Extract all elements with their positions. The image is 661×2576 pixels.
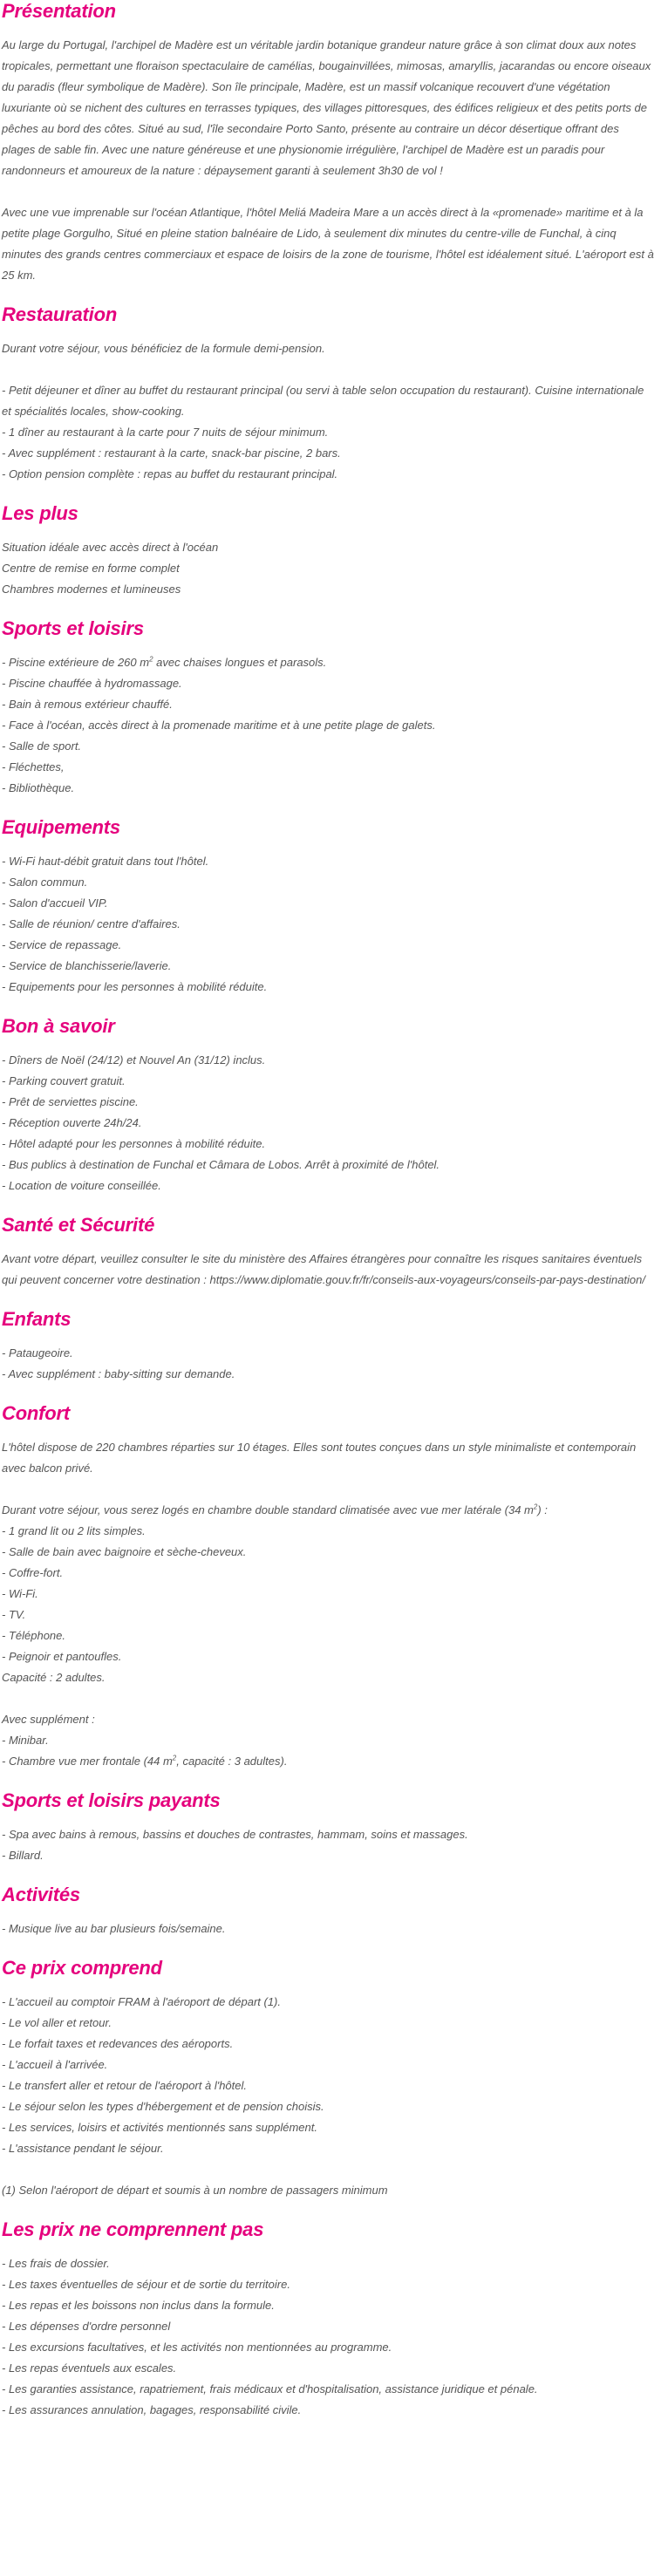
- paragraph: Au large du Portugal, l'archipel de Madère est un véritable jardin botanique grandeur nature grâce à son climat doux aux notes tropicales, permettant une floraison spectaculaire de camélias, bougainvillées, mimosas, amaryllis, jacarandas ou encore oiseaux du paradis (fleur symbolique de Madère). Son île principale, Madère, est un massif volcanique recouvert d'une végétation luxuriante où se nichent des cultures en terrasses typiques, des villages pittoresques, des édifices religieux et des petits ports de pêches au bord des côtes. Situé au sud, l'île secondaire Porto Santo, présente au contraire un décor désertique offrant des plages de sable fin. Avec une nature généreuse et une physionomie irrégulière, l'archipel de Madère est un paradis pour randonneurs et amoureux de la nature : dépaysement garanti à seulement 3h30 de vol !: [2, 38, 651, 177]
- text-line: - Wi-Fi.: [2, 1587, 38, 1600]
- paragraph-spacer: [2, 2159, 654, 2180]
- text-line: Avec supplément :: [2, 1713, 95, 1726]
- text-line: [2, 1500, 654, 1521]
- text-line: - Peignoir et pantoufles.: [2, 1650, 122, 1663]
- text-line: - Salle de sport.: [2, 739, 82, 753]
- text-line: - Pataugeoire.: [2, 1346, 73, 1360]
- section-title: Santé et Sécurité: [2, 1214, 155, 1236]
- text-fragment: avec chaises longues et parasols.: [153, 656, 327, 669]
- text-line: - Salle de réunion/ centre d'affaires.: [2, 917, 181, 930]
- text-line: - Location de voiture conseillée.: [2, 1179, 161, 1192]
- section-title: Les prix ne comprennent pas: [2, 2218, 264, 2240]
- text-line: - Service de repassage.: [2, 938, 122, 951]
- section-title: Bon à savoir: [2, 1015, 115, 1037]
- text-line: - Les services, loisirs et activités mentionnés sans supplément.: [2, 2121, 317, 2134]
- text-line: - Coffre-fort.: [2, 1566, 64, 1579]
- text-line: [2, 652, 654, 673]
- text-line: [2, 1751, 654, 1772]
- paragraph-spacer: [2, 1688, 654, 1709]
- section-title: Présentation: [2, 0, 116, 22]
- text-line: - Avec supplément : baby-sitting sur demande.: [2, 1367, 235, 1380]
- text-line: Centre de remise en forme complet: [2, 562, 180, 575]
- text-line: - Les frais de dossier.: [2, 2257, 110, 2270]
- text-line: Chambres modernes et lumineuses: [2, 583, 181, 596]
- text-fragment: , capacité : 3 adultes).: [176, 1755, 288, 1768]
- text-line: - L'accueil à l'arrivée.: [2, 2058, 108, 2071]
- text-line: - Wi-Fi haut-débit gratuit dans tout l'hôtel.: [2, 855, 209, 868]
- text-line: - Téléphone.: [2, 1629, 65, 1642]
- text-line: - Option pension complète : repas au buffet du restaurant principal.: [2, 467, 338, 480]
- text-line: - Bain à remous extérieur chauffé.: [2, 698, 173, 711]
- superscript: 2: [172, 1754, 177, 1762]
- text-line: - Le séjour selon les types d'hébergement et de pension choisis.: [2, 2100, 324, 2113]
- text-line: - Le transfert aller et retour de l'aéroport à l'hôtel.: [2, 2079, 247, 2092]
- text-line: Capacité : 2 adultes.: [2, 1671, 106, 1684]
- text-line: Durant votre séjour, vous bénéficiez de la formule demi-pension.: [2, 342, 325, 355]
- paragraph: Avec une vue imprenable sur l'océan Atlantique, l'hôtel Meliá Madeira Mare a un accès direct à la «promenade» maritime et à la petite plage Gorgulho, Situé en pleine station balnéaire de Lido, à seulement dix minutes du centre-ville de Funchal, à cinq minutes des grands centres commerciaux et espace de loisirs de la zone de tourisme, l'hôtel est idéalement situé. L'aéroport est à 25 km.: [2, 206, 654, 282]
- section-sports-et-loisirs: [2, 617, 654, 799]
- section-activites: [2, 1884, 654, 1939]
- text-line: - L'accueil au comptoir FRAM à l'aéroport de départ (1).: [2, 1995, 281, 2008]
- text-line: - Dîners de Noël (24/12) et Nouvel An (31/12) inclus.: [2, 1053, 266, 1067]
- text-line: - Fléchettes,: [2, 760, 65, 773]
- section-title: Sports et loisirs: [2, 617, 144, 639]
- text-line: - 1 dîner au restaurant à la carte pour 7 nuits de séjour minimum.: [2, 426, 329, 439]
- paragraph: L'hôtel dispose de 220 chambres réparties sur 10 étages. Elles sont toutes conçues dans un style minimaliste et contemporain avec balcon privé.: [2, 1441, 637, 1475]
- paragraph-spacer: [2, 181, 654, 202]
- section-bon-a-savoir: [2, 1015, 654, 1196]
- text-line: - Avec supplément : restaurant à la carte, snack-bar piscine, 2 bars.: [2, 446, 341, 460]
- paragraph: Avant votre départ, veuillez consulter le site du ministère des Affaires étrangères pour connaître les risques sanitaires éventuels qui peuvent concerner votre destination : https://www.diplomatie.gouv.fr/fr/conseils-aux-voyageurs/conseils-par-pays-destination/: [2, 1252, 646, 1286]
- text-fragment: - Piscine extérieure de 260 m: [2, 656, 150, 669]
- text-line: - Les dépenses d'ordre personnel: [2, 2320, 171, 2333]
- section-les-plus: [2, 502, 654, 600]
- section-title: Les plus: [2, 502, 78, 524]
- section-title: Ce prix comprend: [2, 1957, 162, 1979]
- text-line: - Les repas éventuels aux escales.: [2, 2361, 177, 2375]
- text-line: (1) Selon l'aéroport de départ et soumis à un nombre de passagers minimum: [2, 2184, 388, 2197]
- section-title: Equipements: [2, 816, 120, 838]
- section-sports-et-loisirs-payants: [2, 1789, 654, 1866]
- section-title: Sports et loisirs payants: [2, 1789, 221, 1811]
- section-title: Activités: [2, 1884, 80, 1905]
- paragraph-spacer: [2, 359, 654, 380]
- section-presentation: [2, 0, 654, 286]
- text-line: - TV.: [2, 1608, 26, 1621]
- text-line: - Billard.: [2, 1849, 44, 1862]
- superscript: 2: [533, 1503, 538, 1511]
- section-sante-et-securite: [2, 1214, 654, 1291]
- text-line: - Les taxes éventuelles de séjour et de sortie du territoire.: [2, 2278, 290, 2291]
- text-line: - Spa avec bains à remous, bassins et douches de contrastes, hammam, soins et massages.: [2, 1828, 468, 1841]
- section-confort: [2, 1402, 654, 1772]
- text-line: - 1 grand lit ou 2 lits simples.: [2, 1524, 146, 1537]
- text-line: - Réception ouverte 24h/24.: [2, 1116, 142, 1129]
- text-line: - Parking couvert gratuit.: [2, 1074, 126, 1087]
- text-fragment: Durant votre séjour, vous serez logés en chambre double standard climatisée avec vue mer latérale (34 m: [2, 1503, 534, 1516]
- text-line: - Minibar.: [2, 1734, 49, 1747]
- paragraph: - Petit déjeuner et dîner au buffet du restaurant principal (ou servi à table selon occupation du restaurant). Cuisine internationale et spécialités locales, show-cooking.: [2, 384, 644, 418]
- section-title: Restauration: [2, 303, 118, 325]
- section-restauration: [2, 303, 654, 485]
- text-line: - Salle de bain avec baignoire et sèche-cheveux.: [2, 1545, 247, 1558]
- text-line: - Face à l'océan, accès direct à la promenade maritime et à une petite plage de galets.: [2, 719, 436, 732]
- text-line: - Le forfait taxes et redevances des aéroports.: [2, 2037, 234, 2050]
- section-equipements: [2, 816, 654, 998]
- text-fragment: ) :: [537, 1503, 548, 1516]
- text-line: - L'assistance pendant le séjour.: [2, 2142, 164, 2155]
- text-line: - Musique live au bar plusieurs fois/semaine.: [2, 1922, 226, 1935]
- section-title: Confort: [2, 1402, 71, 1424]
- section-enfants: [2, 1308, 654, 1385]
- section-les-prix-ne-comprennent-pas: [2, 2218, 654, 2421]
- text-line: - Hôtel adapté pour les personnes à mobilité réduite.: [2, 1137, 266, 1150]
- section-title: Enfants: [2, 1308, 72, 1330]
- paragraph-spacer: [2, 1479, 654, 1500]
- text-line: - Bibliothèque.: [2, 781, 75, 794]
- text-line: - Prêt de serviettes piscine.: [2, 1095, 139, 1108]
- text-line: - Equipements pour les personnes à mobilité réduite.: [2, 980, 268, 993]
- text-line: - Bus publics à destination de Funchal et Câmara de Lobos. Arrêt à proximité de l'hôtel.: [2, 1158, 440, 1171]
- text-line: - Salon d'accueil VIP.: [2, 896, 108, 910]
- section-ce-prix-comprend: [2, 1957, 654, 2201]
- text-line: - Piscine chauffée à hydromassage.: [2, 677, 182, 690]
- text-line: - Les repas et les boissons non inclus dans la formule.: [2, 2299, 275, 2312]
- text-line: - Les excursions facultatives, et les activités non mentionnées au programme.: [2, 2341, 392, 2354]
- text-line: Situation idéale avec accès direct à l'océan: [2, 541, 219, 554]
- text-line: - Salon commun.: [2, 876, 88, 889]
- text-line: - Le vol aller et retour.: [2, 2016, 112, 2029]
- superscript: 2: [149, 655, 153, 664]
- text-fragment: - Chambre vue mer frontale (44 m: [2, 1755, 173, 1768]
- text-line: - Les garanties assistance, rapatriement, frais médicaux et d'hospitalisation, assistance juridique et pénale.: [2, 2382, 538, 2395]
- text-line: - Les assurances annulation, bagages, responsabilité civile.: [2, 2403, 302, 2416]
- text-line: - Service de blanchisserie/laverie.: [2, 959, 172, 972]
